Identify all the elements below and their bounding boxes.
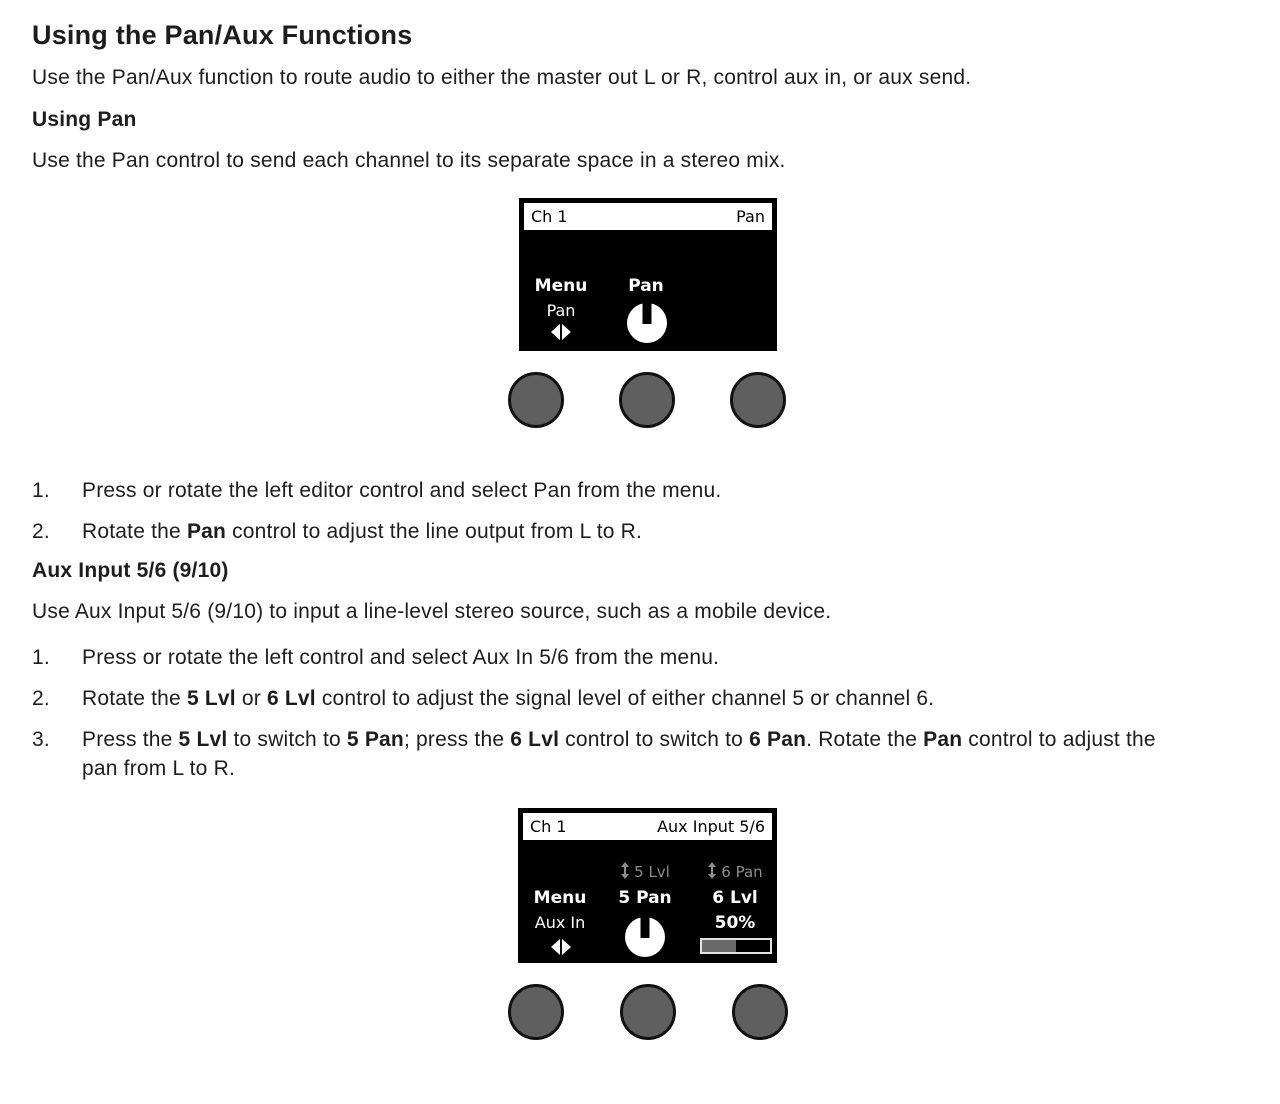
intro-paragraph: Use the Pan/Aux function to route audio to either the master out L or R, control aux in, or aux send. bbox=[32, 66, 972, 89]
list-item-text: Press or rotate the left editor control and select Pan from the menu. bbox=[82, 479, 722, 502]
left-arrow-icon bbox=[551, 324, 560, 340]
list-item bbox=[32, 643, 1172, 672]
list-item-number: 3. bbox=[32, 728, 50, 751]
lcd-mid-alt-text: 5 Lvl bbox=[634, 863, 670, 881]
lcd-title-bar bbox=[523, 813, 772, 840]
left-arrow-icon bbox=[551, 939, 560, 955]
knob-position-icon bbox=[627, 303, 667, 343]
lcd-pan-knob-label: Pan bbox=[628, 276, 664, 296]
lcd-mode-label: Pan bbox=[736, 207, 765, 226]
lcd-display-aux bbox=[518, 808, 777, 963]
editor-knob-left bbox=[508, 372, 564, 428]
list-item-text: Rotate the Pan control to adjust the line output from L to R. bbox=[82, 520, 643, 543]
lcd-mid-alt-label bbox=[603, 862, 687, 881]
lcd-channel-label: Ch 1 bbox=[531, 207, 568, 226]
lcd-mode-label: Aux Input 5/6 bbox=[657, 817, 765, 836]
lcd-level-value: 50% bbox=[714, 913, 756, 933]
left-right-arrows-icon bbox=[551, 939, 571, 955]
list-item-number: 2. bbox=[32, 520, 50, 543]
editor-knob-middle bbox=[619, 372, 675, 428]
list-item bbox=[32, 517, 1172, 546]
lcd-title-bar bbox=[524, 203, 772, 230]
knob-position-icon bbox=[625, 917, 665, 957]
aux-level-fill bbox=[702, 940, 736, 952]
section-heading-aux-input: Aux Input 5/6 (9/10) bbox=[32, 559, 229, 582]
using-pan-paragraph: Use the Pan control to send each channel to its separate space in a stereo mix. bbox=[32, 149, 786, 172]
lcd-right-alt-text: 6 Pan bbox=[721, 863, 763, 881]
list-item bbox=[32, 476, 1172, 505]
list-item-text: Rotate the 5 Lvl or 6 Lvl control to adjust the signal level of either channel 5 or channel 6. bbox=[82, 687, 935, 710]
left-right-arrows-icon bbox=[551, 324, 571, 340]
lcd-channel-label: Ch 1 bbox=[530, 817, 567, 836]
page-title: Using the Pan/Aux Functions bbox=[32, 20, 413, 50]
aux-level-bar bbox=[700, 938, 772, 954]
list-item bbox=[32, 725, 1172, 783]
aux-input-paragraph: Use Aux Input 5/6 (9/10) to input a line-level stereo source, such as a mobile device. bbox=[32, 600, 832, 623]
section-heading-using-pan: Using Pan bbox=[32, 108, 137, 131]
editor-knob-right bbox=[732, 984, 788, 1040]
lcd-right-alt-label bbox=[693, 862, 777, 881]
lcd-mid-label: 5 Pan bbox=[618, 888, 672, 908]
pan-steps-list bbox=[32, 476, 1172, 546]
right-arrow-icon bbox=[562, 939, 571, 955]
aux-steps-list bbox=[32, 643, 1172, 783]
list-item-number: 2. bbox=[32, 687, 50, 710]
up-down-arrow-icon bbox=[707, 862, 717, 879]
lcd-right-label: 6 Lvl bbox=[712, 888, 758, 908]
list-item-number: 1. bbox=[32, 479, 50, 502]
list-item-text: Press or rotate the left control and select Aux In 5/6 from the menu. bbox=[82, 646, 720, 669]
list-item-text: Press the 5 Lvl to switch to 5 Pan; press the 6 Lvl control to switch to 6 Pan. Rotate the Pan control to adjust the pan from L to R. bbox=[82, 728, 1156, 780]
lcd-display-pan bbox=[519, 198, 777, 351]
lcd-menu-label: Menu bbox=[534, 276, 588, 296]
lcd-menu-label: Menu bbox=[533, 888, 587, 908]
editor-knob-middle bbox=[620, 984, 676, 1040]
editor-knob-left bbox=[508, 984, 564, 1040]
right-arrow-icon bbox=[562, 324, 571, 340]
lcd-menu-value: Aux In bbox=[534, 913, 586, 932]
lcd-menu-value: Pan bbox=[546, 301, 576, 320]
editor-knob-right bbox=[730, 372, 786, 428]
list-item bbox=[32, 684, 1172, 713]
up-down-arrow-icon bbox=[620, 862, 630, 879]
list-item-number: 1. bbox=[32, 646, 50, 669]
